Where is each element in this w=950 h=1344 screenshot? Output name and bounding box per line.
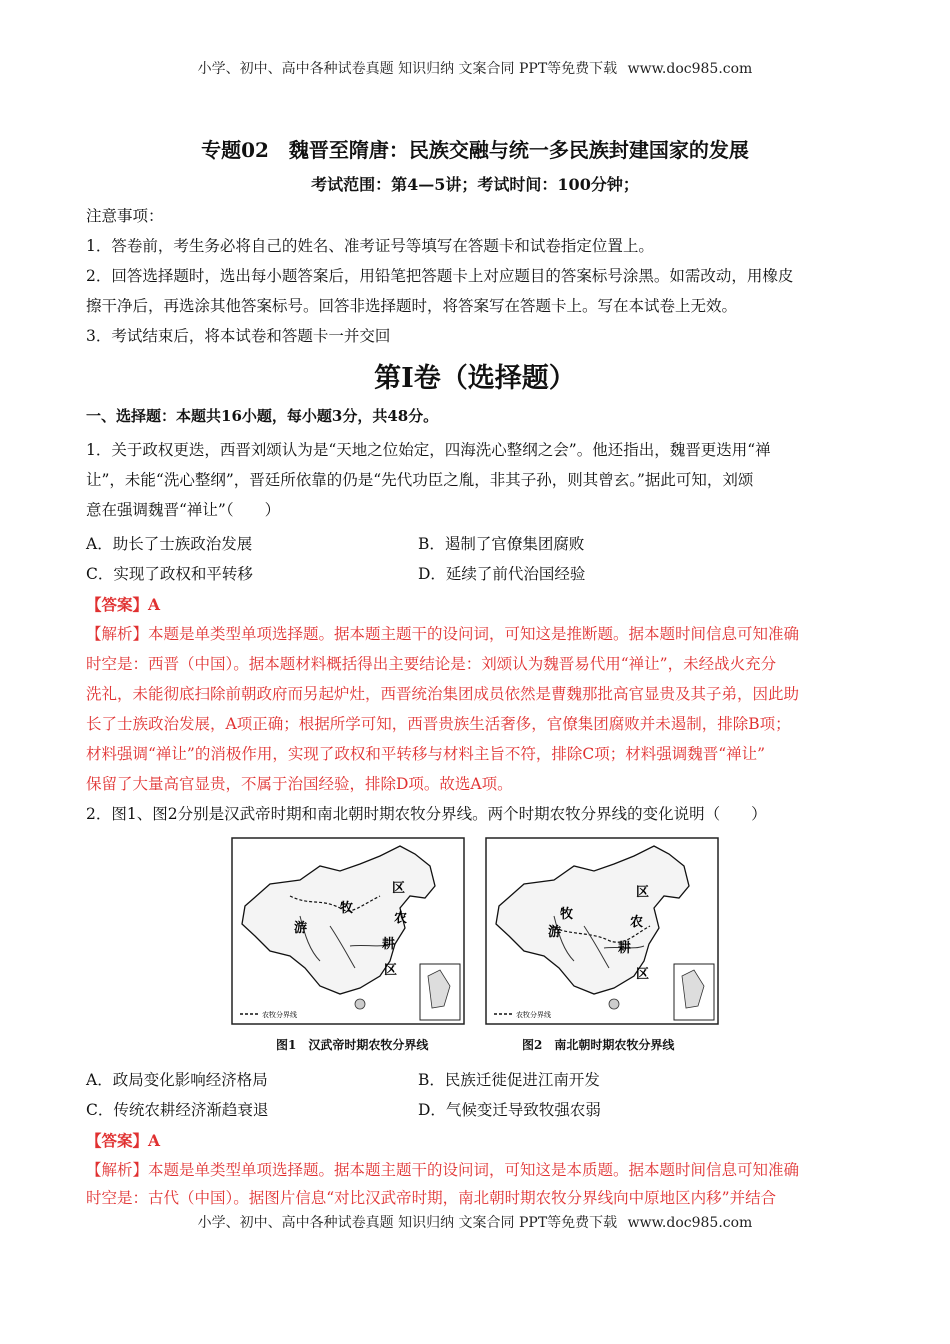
page-footer (0, 1212, 950, 1232)
map2-label-mu: 牧 (560, 907, 574, 922)
footer-url[interactable]: www.doc985.com (627, 1215, 753, 1231)
header-text: 小学、初中、高中各种试卷真题 知识归纳 文案合同 PPT等免费下载 (197, 61, 618, 77)
q2-option-a: A．政局变化影响经济格局 (86, 1071, 268, 1089)
figure-caption-1: 图1 汉武帝时期农牧分界线 (276, 1038, 429, 1052)
q1-option-c: C．实现了政权和平转移 (86, 565, 253, 583)
note-item: 3．考试结束后，将本试卷和答题卡一并交回 (86, 327, 391, 345)
header-url[interactable]: www.doc985.com (627, 61, 753, 77)
map-figure-svg (230, 836, 720, 1036)
q1-stem-line: 让”，未能“洗心整纲”，晋廷所依靠的仍是“先代功臣之胤，非其子孙，则其曾玄。”据此可知，刘颂 (86, 471, 754, 489)
map2-legend: 农牧分界线 (516, 1011, 551, 1019)
q1-answer: 【答案】A (86, 595, 161, 614)
footer-text: 小学、初中、高中各种试卷真题 知识归纳 文案合同 PPT等免费下载 (197, 1215, 618, 1231)
q1-analysis-line: 【解析】本题是单类型单项选择题。据本题主题干的设问词，可知这是推断题。据本题时间信息可知准确 (86, 625, 800, 643)
map-panel-2 (486, 838, 718, 1024)
map1-label-qu2: 区 (384, 963, 398, 978)
q2-option-b: B．民族迁徙促进江南开发 (418, 1071, 600, 1089)
q2-analysis-line: 时空是：古代（中国）。据图片信息“对比汉武帝时期，南北朝时期农牧分界线向中原地区内移”并结合 (86, 1189, 777, 1207)
q2-figure (230, 836, 720, 1062)
q1-stem-line: 1．关于政权更迭，西晋刘颂认为是“天地之位始定，四海洗心整纲之会”。他还指出，魏晋更迭用“禅 (86, 441, 771, 459)
q1-option-a: A．助长了士族政治发展 (86, 535, 253, 553)
map1-legend: 农牧分界线 (262, 1011, 297, 1019)
figure-caption-2: 图2 南北朝时期农牧分界线 (522, 1038, 675, 1052)
q1-analysis-line: 材料强调“禅让”的消极作用，实现了政权和平转移与材料主旨不符，排除C项；材料强调魏晋“禅让” (86, 745, 766, 763)
map1-label-nong: 农 (394, 911, 408, 926)
q1-analysis-line: 洗礼，未能彻底扫除前朝政府而另起炉灶，西晋统治集团成员依然是曹魏那批高官显贵及其子弟，因此助 (86, 685, 800, 703)
exam-scope: 考试范围：第4—5讲；考试时间：100分钟； (311, 175, 639, 194)
part-heading: 一、选择题：本题共16小题，每小题3分，共48分。 (86, 407, 439, 425)
note-item: 1．答卷前，考生务必将自己的姓名、准考证号等填写在答题卡和试卷指定位置上。 (86, 237, 654, 255)
q1-analysis-line: 保留了大量高官显贵，不属于治国经验，排除D项。故选A项。 (86, 775, 513, 793)
q2-option-d: D．气候变迁导致牧强农弱 (418, 1101, 601, 1119)
q1-analysis-line: 时空是：西晋（中国）。据本题材料概括得出主要结论是：刘颂认为魏晋易代用“禅让”，未经战火充分 (86, 655, 777, 673)
map-panel-1 (232, 838, 464, 1024)
map2-label-geng: 耕 (618, 941, 632, 956)
q1-stem-line: 意在强调魏晋“禅让”（ ） (86, 501, 281, 519)
q1-option-d: D．延续了前代治国经验 (418, 565, 586, 583)
note-item: 2．回答选择题时，选出每小题答案后，用铅笔把答题卡上对应题目的答案标号涂黑。如需改动，用橡皮 (86, 267, 794, 285)
q1-option-b: B．遏制了官僚集团腐败 (418, 535, 585, 553)
q1-analysis-line: 长了士族政治发展，A项正确；根据所学可知，西晋贵族生活奢侈，官僚集团腐败并未遏制，排除B项； (86, 715, 791, 733)
q2-answer: 【答案】A (86, 1131, 161, 1150)
map1-label-qu: 区 (392, 881, 406, 896)
q2-option-c: C．传统农耕经济渐趋衰退 (86, 1101, 269, 1119)
document-title: 专题02 魏晋至隋唐：民族交融与统一多民族封建国家的发展 (201, 138, 749, 162)
note-item: 擦干净后，再选涂其他答案标号。回答非选择题时，将答案写在答题卡上。写在本试卷上无效。 (86, 297, 738, 315)
map2-label-nong: 农 (630, 915, 644, 930)
map2-label-you: 游 (548, 925, 562, 940)
map2-label-qu2: 区 (636, 967, 650, 982)
map1-label-geng: 耕 (382, 937, 396, 952)
map1-label-you: 游 (294, 921, 308, 936)
section-title: 第I卷（选择题） (374, 363, 576, 394)
notes-heading: 注意事项： (86, 207, 164, 225)
page-header (0, 58, 950, 78)
map2-label-qu: 区 (636, 885, 650, 900)
map1-label-mu: 牧 (340, 901, 354, 916)
q2-analysis-line: 【解析】本题是单类型单项选择题。据本题主题干的设问词，可知这是本质题。据本题时间信息可知准确 (86, 1161, 800, 1179)
q2-stem: 2．图1、图2分别是汉武帝时期和南北朝时期农牧分界线。两个时期农牧分界线的变化说明（ ） (86, 805, 767, 823)
